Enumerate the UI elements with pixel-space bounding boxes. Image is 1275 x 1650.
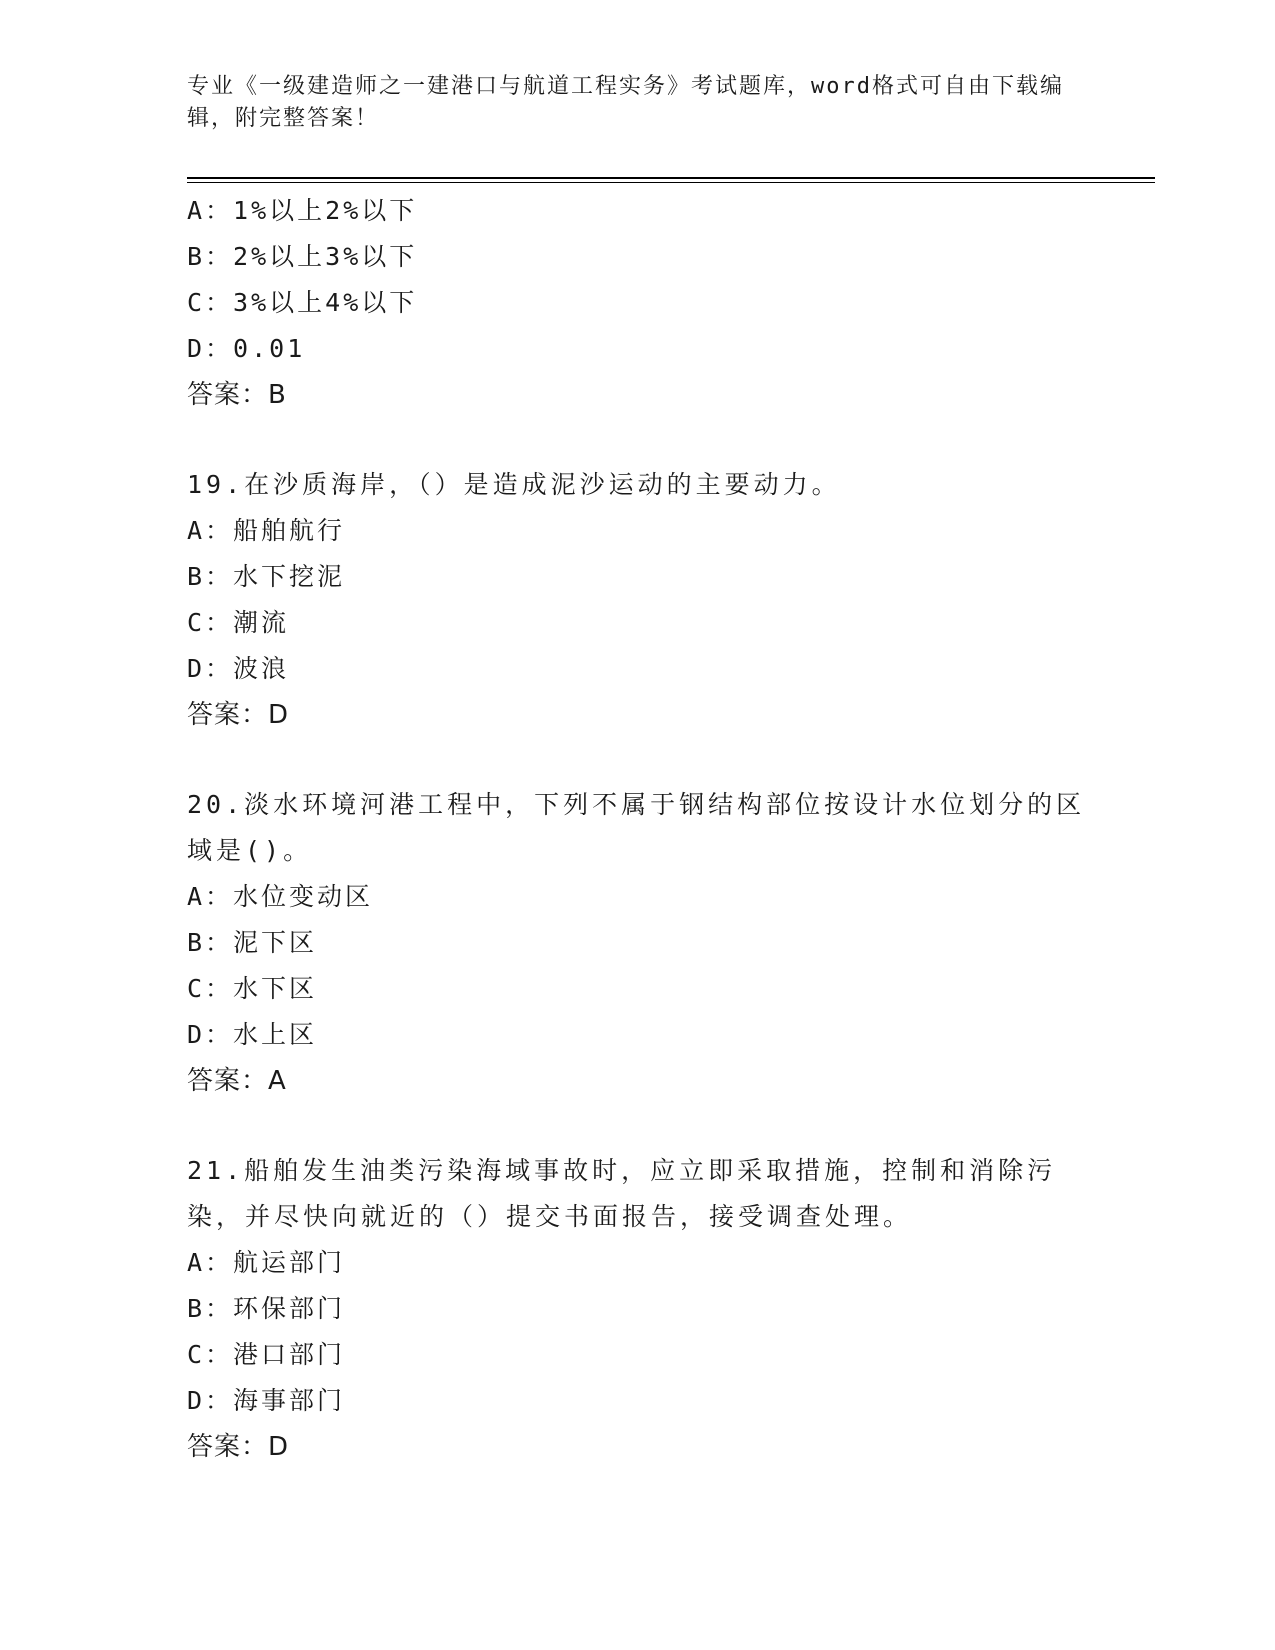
option-d: D：0.01 <box>187 334 306 363</box>
option-b: B：泥下区 <box>187 928 318 957</box>
answer-line: 答案：A <box>187 1066 287 1096</box>
document-header: 专业《一级建造师之一建港口与航道工程实务》考试题库，word格式可自由下载编辑，附完整答案！ <box>187 74 1064 131</box>
answer-line: 答案：D <box>187 1432 290 1462</box>
option-b: B：2%以上3%以下 <box>187 242 418 271</box>
spacer <box>187 1104 1087 1148</box>
header-divider-thick <box>187 177 1155 179</box>
option-d: D：海事部门 <box>187 1386 346 1415</box>
option-c: C：潮流 <box>187 608 290 637</box>
option-d: D：波浪 <box>187 654 290 683</box>
question-stem: 19.在沙质海岸，（）是造成泥沙运动的主要动力。 <box>187 470 841 499</box>
spacer <box>187 738 1087 782</box>
question-stem: 21.船舶发生油类污染海域事故时，应立即采取措施，控制和消除污染，并尽快向就近的（）提交书面报告，接受调查处理。 <box>187 1156 1057 1231</box>
question-stem: 20.淡水环境河港工程中，下列不属于钢结构部位按设计水位划分的区域是()。 <box>187 790 1086 865</box>
option-a: A：航运部门 <box>187 1248 346 1277</box>
previous-question-block <box>187 188 1087 418</box>
option-b: B：水下挖泥 <box>187 562 346 591</box>
question-21-block <box>187 1148 1087 1470</box>
option-a: A：1%以上2%以下 <box>187 196 418 225</box>
option-c: C：港口部门 <box>187 1340 346 1369</box>
answer-line: 答案：D <box>187 700 290 730</box>
question-20-block <box>187 782 1087 1104</box>
question-19-block <box>187 462 1087 738</box>
option-d: D：水上区 <box>187 1020 318 1049</box>
option-c: C：3%以上4%以下 <box>187 288 418 317</box>
header-divider-thin <box>187 182 1155 183</box>
option-b: B：环保部门 <box>187 1294 346 1323</box>
option-a: A：水位变动区 <box>187 882 374 911</box>
question-list <box>187 188 1087 1470</box>
answer-line: 答案：B <box>187 380 287 410</box>
option-c: C：水下区 <box>187 974 318 1003</box>
option-a: A：船舶航行 <box>187 516 346 545</box>
spacer <box>187 418 1087 462</box>
